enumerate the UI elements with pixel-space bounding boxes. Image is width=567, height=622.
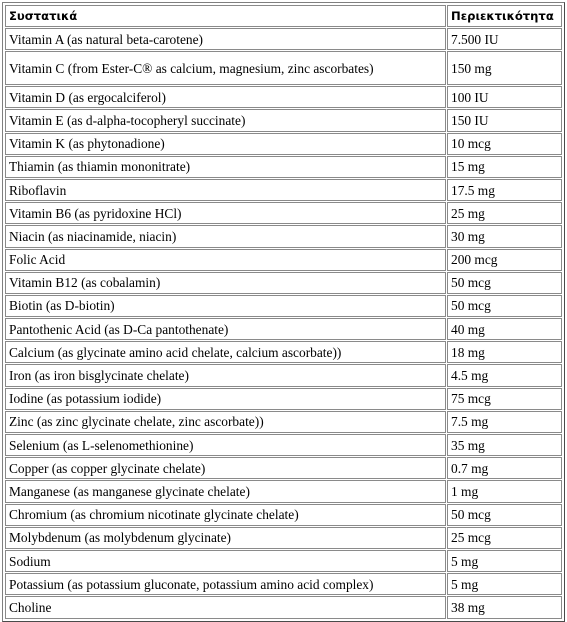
ingredient-cell: Potassium (as potassium gluconate, potassium amino acid complex) <box>5 573 446 595</box>
ingredient-cell: Manganese (as manganese glycinate chelate) <box>5 480 446 502</box>
amount-cell: 100 IU <box>447 86 562 108</box>
table-row <box>5 202 562 224</box>
ingredient-cell: Molybdenum (as molybdenum glycinate) <box>5 527 446 549</box>
amount-cell: 35 mg <box>447 434 562 456</box>
table-row <box>5 388 562 410</box>
amount-cell: 50 mcg <box>447 295 562 317</box>
table-row <box>5 364 562 386</box>
table-row <box>5 109 562 131</box>
amount-cell: 200 mcg <box>447 249 562 271</box>
table-row <box>5 318 562 340</box>
ingredient-cell: Vitamin D (as ergocalciferol) <box>5 86 446 108</box>
amount-cell: 5 mg <box>447 550 562 572</box>
table-row <box>5 249 562 271</box>
header-content: Περιεκτικότητα <box>447 5 562 27</box>
ingredient-cell: Vitamin B6 (as pyridoxine HCl) <box>5 202 446 224</box>
table-row <box>5 272 562 294</box>
ingredient-cell: Vitamin A (as natural beta-carotene) <box>5 28 446 50</box>
table-row <box>5 457 562 479</box>
ingredient-cell: Iron (as iron bisglycinate chelate) <box>5 364 446 386</box>
amount-cell: 5 mg <box>447 573 562 595</box>
table-body <box>5 28 562 619</box>
table-row <box>5 550 562 572</box>
amount-cell: 150 mg <box>447 51 562 85</box>
amount-cell: 38 mg <box>447 596 562 618</box>
amount-cell: 18 mg <box>447 341 562 363</box>
table-row <box>5 596 562 618</box>
ingredient-cell: Thiamin (as thiamin mononitrate) <box>5 156 446 178</box>
amount-cell: 50 mcg <box>447 504 562 526</box>
ingredient-cell: Selenium (as L-selenomethionine) <box>5 434 446 456</box>
ingredient-cell: Iodine (as potassium iodide) <box>5 388 446 410</box>
table-row <box>5 527 562 549</box>
table-header-row <box>5 5 562 27</box>
amount-cell: 7.500 IU <box>447 28 562 50</box>
ingredient-cell: Vitamin E (as d-alpha-tocopheryl succinate) <box>5 109 446 131</box>
amount-cell: 30 mg <box>447 225 562 247</box>
table-row <box>5 133 562 155</box>
amount-cell: 25 mcg <box>447 527 562 549</box>
table-row <box>5 51 562 85</box>
table-row <box>5 411 562 433</box>
ingredient-cell: Zinc (as zinc glycinate chelate, zinc ascorbate)) <box>5 411 446 433</box>
table-row <box>5 225 562 247</box>
table-row <box>5 179 562 201</box>
ingredient-cell: Vitamin C (from Ester-C® as calcium, magnesium, zinc ascorbates) <box>5 51 446 85</box>
amount-cell: 17.5 mg <box>447 179 562 201</box>
amount-cell: 15 mg <box>447 156 562 178</box>
ingredient-cell: Folic Acid <box>5 249 446 271</box>
ingredient-cell: Vitamin B12 (as cobalamin) <box>5 272 446 294</box>
table-row <box>5 341 562 363</box>
ingredient-cell: Choline <box>5 596 446 618</box>
amount-cell: 4.5 mg <box>447 364 562 386</box>
table-row <box>5 504 562 526</box>
amount-cell: 10 mcg <box>447 133 562 155</box>
ingredient-cell: Copper (as copper glycinate chelate) <box>5 457 446 479</box>
ingredient-cell: Biotin (as D-biotin) <box>5 295 446 317</box>
amount-cell: 40 mg <box>447 318 562 340</box>
ingredient-cell: Pantothenic Acid (as D-Ca pantothenate) <box>5 318 446 340</box>
amount-cell: 0.7 mg <box>447 457 562 479</box>
ingredient-cell: Vitamin K (as phytonadione) <box>5 133 446 155</box>
ingredients-table-frame <box>2 2 565 622</box>
amount-cell: 50 mcg <box>447 272 562 294</box>
table-row <box>5 156 562 178</box>
ingredient-cell: Niacin (as niacinamide, niacin) <box>5 225 446 247</box>
ingredient-cell: Riboflavin <box>5 179 446 201</box>
ingredients-table <box>4 4 563 620</box>
amount-cell: 150 IU <box>447 109 562 131</box>
amount-cell: 1 mg <box>447 480 562 502</box>
amount-cell: 25 mg <box>447 202 562 224</box>
ingredient-cell: Sodium <box>5 550 446 572</box>
table-row <box>5 28 562 50</box>
table-row <box>5 434 562 456</box>
amount-cell: 7.5 mg <box>447 411 562 433</box>
table-row <box>5 573 562 595</box>
amount-cell: 75 mcg <box>447 388 562 410</box>
ingredient-cell: Chromium (as chromium nicotinate glycinate chelate) <box>5 504 446 526</box>
ingredient-cell: Calcium (as glycinate amino acid chelate, calcium ascorbate)) <box>5 341 446 363</box>
table-row <box>5 480 562 502</box>
table-row <box>5 295 562 317</box>
header-ingredients: Συστατικά <box>5 5 446 27</box>
table-row <box>5 86 562 108</box>
